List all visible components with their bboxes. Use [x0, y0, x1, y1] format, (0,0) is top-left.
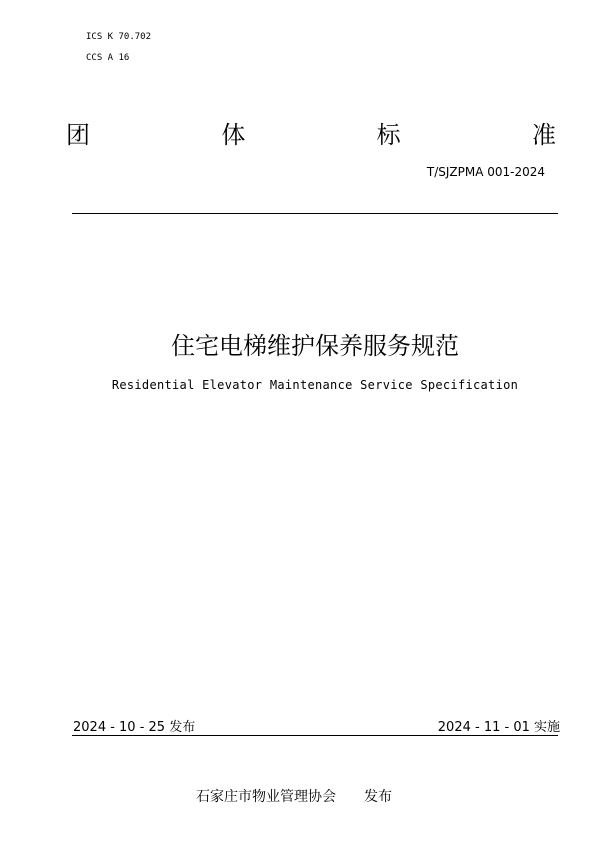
standard-number: T/SJZPMA 001-2024: [426, 165, 545, 179]
bottom-divider: [72, 735, 558, 736]
title-english: Residential Elevator Maintenance Service Specification: [111, 378, 519, 392]
heading-char-4: 准: [531, 121, 556, 149]
top-divider: [72, 213, 558, 214]
standard-type-heading: [66, 115, 556, 150]
title-chinese: 住宅电梯维护保养服务规范: [171, 332, 459, 360]
heading-char-3: 标: [376, 121, 401, 149]
ccs-code: CCS A 16: [86, 53, 130, 63]
publisher-name: 石家庄市物业管理协会: [196, 789, 336, 805]
heading-char-1: 团: [66, 121, 90, 149]
implementation-date: 2024 - 11 - 01 实施: [437, 720, 560, 735]
publisher-action: 发布: [364, 789, 392, 805]
heading-char-2: 体: [221, 121, 246, 149]
publisher-line: [196, 786, 392, 806]
issue-date: 2024 - 10 - 25 发布: [73, 720, 196, 735]
ics-code: ICS K 70.702: [86, 32, 152, 42]
